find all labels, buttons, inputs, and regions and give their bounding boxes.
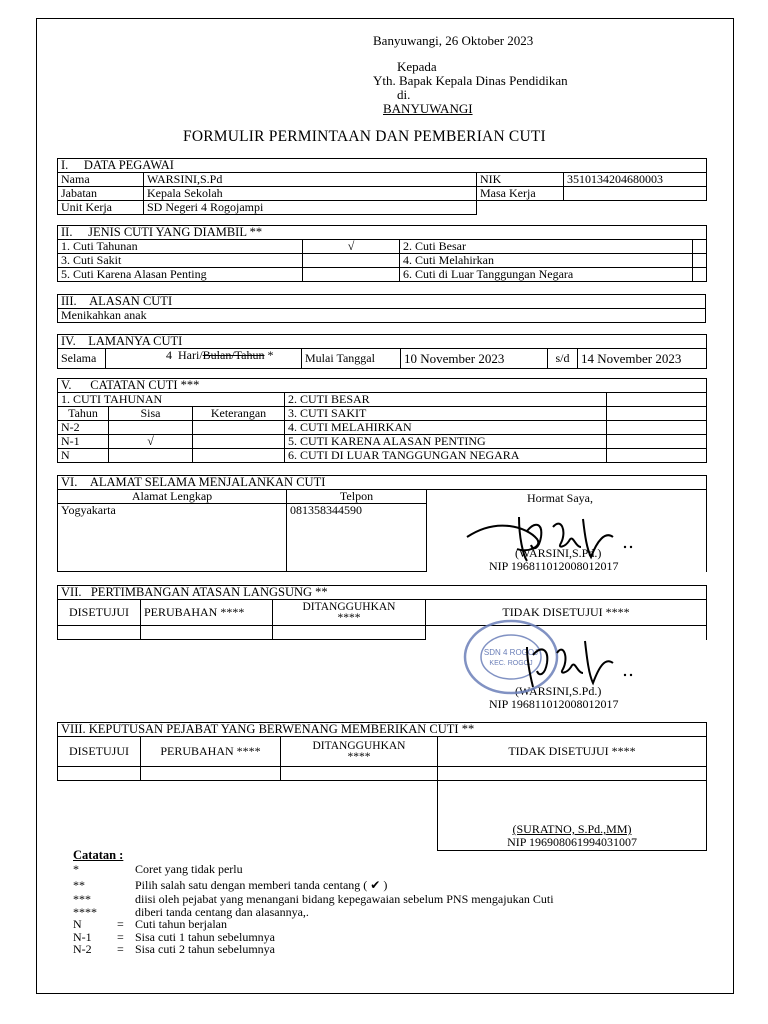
section-8-heading: VIII. KEPUTUSAN PEJABAT YANG BERWENANG MEMBERIKAN CUTI ** — [58, 723, 707, 737]
section-keputusan — [57, 722, 707, 851]
section-3-heading: III. ALASAN CUTI — [58, 295, 706, 309]
col-ditangguhkan-8: DITANGGUHKAN **** — [281, 737, 438, 767]
note-item: **** diberi tanda centang dan alasannya,. — [73, 904, 309, 919]
section-data-pegawai — [57, 158, 707, 215]
col-alamat: Alamat Lengkap — [58, 490, 287, 504]
cuti-melahirkan-note — [607, 421, 707, 435]
ket-n1 — [193, 435, 285, 449]
masa-kerja-value — [564, 187, 707, 201]
blank-cell — [564, 201, 707, 215]
leave-type-1: 1. Cuti Tahunan — [58, 240, 303, 254]
unit-kerja-label: Unit Kerja — [58, 201, 144, 215]
cuti-alasan-penting-note — [607, 435, 707, 449]
catatan-list — [73, 863, 554, 956]
signer-name-1: (WARSINI,S.Pd.) — [515, 546, 602, 560]
selama-label: Selama — [58, 349, 106, 369]
col-keterangan: Keterangan — [193, 407, 285, 421]
col-tahun: Tahun — [58, 407, 109, 421]
alamat-value: Yogyakarta — [58, 504, 287, 572]
col-disetujui-7: DISETUJUI — [58, 600, 141, 626]
leave-type-3-check — [303, 254, 400, 268]
col-telpon: Telpon — [287, 490, 427, 504]
nik-value: 3510134204680003 — [564, 173, 707, 187]
masa-kerja-label: Masa Kerja — [477, 187, 564, 201]
section-6-heading: VI. ALAMAT SELAMA MENJALANKAN CUTI — [58, 476, 707, 490]
section-7-heading: VII. PERTIMBANGAN ATASAN LANGSUNG ** — [58, 586, 707, 600]
leave-type-3: 3. Cuti Sakit — [58, 254, 303, 268]
signer-nip-1: NIP 196811012008012017 — [489, 559, 619, 573]
ket-n — [193, 449, 285, 463]
leave-type-2: 2. Cuti Besar — [400, 240, 693, 254]
signature-1 — [457, 497, 647, 565]
catatan-title: Catatan : — [73, 848, 124, 862]
recipient: Yth. Bapak Kepala Dinas Pendidikan — [373, 73, 568, 88]
jabatan-value: Kepala Sekolah — [144, 187, 477, 201]
val-tidak-disetujui-8 — [438, 767, 707, 781]
col-ditangguhkan-7: DITANGGUHKAN **** — [273, 600, 426, 626]
signer-name-3: (SURATNO, S.Pd.,MM) — [512, 822, 632, 836]
di-label: di. — [397, 87, 411, 102]
leave-type-1-check: √ — [303, 240, 400, 254]
val-disetujui-7 — [58, 626, 141, 640]
note-item: N-1 = Sisa cuti 1 tahun sebelumnya — [73, 929, 275, 944]
val-ditangguhkan-8 — [281, 767, 438, 781]
section-lamanya-cuti — [57, 334, 707, 369]
unit-kerja-value: SD Negeri 4 Rogojampi — [144, 201, 477, 215]
signature-2 — [497, 627, 657, 691]
sisa-n2 — [109, 421, 193, 435]
svg-text:KEC. ROGOJ: KEC. ROGOJ — [489, 660, 533, 667]
sisa-n1: √ — [109, 435, 193, 449]
cuti-besar-label: 2. CUTI BESAR — [285, 393, 607, 407]
svg-text:SDN 4 ROGOJ: SDN 4 ROGOJ — [483, 648, 539, 657]
note-item: N = Cuti tahun berjalan — [73, 917, 227, 931]
ket-n2 — [193, 421, 285, 435]
note-item: ** Pilih salah satu dengan memberi tanda centang ( ✔ ) — [73, 877, 388, 892]
sd-label: s/d — [548, 349, 578, 369]
note-item: * Coret yang tidak perlu — [73, 862, 243, 876]
year-n1: N-1 — [58, 435, 109, 449]
col-tidak-disetujui-7: TIDAK DISETUJUI **** — [426, 600, 707, 626]
cuti-luar-tanggungan-note — [607, 449, 707, 463]
jabatan-label: Jabatan — [58, 187, 144, 201]
section-catatan-cuti — [57, 378, 707, 463]
section-jenis-cuti — [57, 225, 707, 282]
section-4-heading: IV. LAMANYA CUTI — [58, 335, 707, 349]
duration-value: 4 Hari/Bulan/Tahun * — [106, 349, 302, 369]
signer-nip-3: NIP 196908061994031007 — [507, 835, 637, 849]
val-perubahan-7 — [141, 626, 273, 640]
leave-type-4-check — [693, 254, 707, 268]
recipient-city: BANYUWANGI — [383, 101, 473, 116]
telpon-value: 081358344590 — [287, 504, 427, 572]
mulai-tanggal-label: Mulai Tanggal — [302, 349, 401, 369]
section-5-heading: V. CATATAN CUTI *** — [58, 379, 707, 393]
col-sisa: Sisa — [109, 407, 193, 421]
form-page — [36, 18, 734, 994]
cuti-luar-tanggungan-label: 6. CUTI DI LUAR TANGGUNGAN NEGARA — [285, 449, 607, 463]
signer-name-2: (WARSINI,S.Pd.) — [515, 684, 602, 698]
signer-nip-2: NIP 196811012008012017 — [489, 697, 619, 711]
section-2-heading: II. JENIS CUTI YANG DIAMBIL ** — [58, 226, 707, 240]
cuti-sakit-note — [607, 407, 707, 421]
reason-value: Menikahkan anak — [58, 309, 706, 323]
year-n2: N-2 — [58, 421, 109, 435]
col-perubahan-8: PERUBAHAN **** — [141, 737, 281, 767]
leave-type-4: 4. Cuti Melahirkan — [400, 254, 693, 268]
nik-label: NIK — [477, 173, 564, 187]
col-tidak-disetujui-8: TIDAK DISETUJUI **** — [438, 737, 707, 767]
col-disetujui-8: DISETUJUI — [58, 737, 141, 767]
cuti-alasan-penting-label: 5. CUTI KARENA ALASAN PENTING — [285, 435, 607, 449]
place-date: Banyuwangi, 26 Oktober 2023 — [373, 33, 534, 48]
note-item: N-2 = Sisa cuti 2 tahun sebelumnya — [73, 942, 275, 956]
cuti-tahunan-label: 1. CUTI TAHUNAN — [58, 393, 285, 407]
cuti-melahirkan-label: 4. CUTI MELAHIRKAN — [285, 421, 607, 435]
section-alasan-cuti — [57, 294, 706, 323]
val-perubahan-8 — [141, 767, 281, 781]
form-title: FORMULIR PERMINTAAN DAN PEMBERIAN CUTI — [183, 128, 546, 145]
val-ditangguhkan-7 — [273, 626, 426, 640]
cuti-besar-note — [607, 393, 707, 407]
kepada-label: Kepada — [397, 59, 437, 74]
note-item: *** diisi oleh pejabat yang menangani bidang kepegawaian sebelum PNS mengajukan Cuti — [73, 892, 554, 906]
cuti-sakit-label: 3. CUTI SAKIT — [285, 407, 607, 421]
hormat-saya: Hormat Saya, — [527, 491, 593, 505]
section-1-heading: I. DATA PEGAWAI — [58, 159, 707, 173]
blank-area — [58, 781, 438, 851]
year-n: N — [58, 449, 109, 463]
leave-type-6-check — [693, 268, 707, 282]
blank-cell — [477, 201, 564, 215]
leave-type-5-check — [303, 268, 400, 282]
col-perubahan-7: PERUBAHAN **** — [141, 600, 273, 626]
val-disetujui-8 — [58, 767, 141, 781]
nama-label: Nama — [58, 173, 144, 187]
start-date: 10 November 2023 — [401, 349, 548, 369]
nama-value: WARSINI,S.Pd — [144, 173, 477, 187]
sisa-n — [109, 449, 193, 463]
leave-type-2-check — [693, 240, 707, 254]
signer-cell-8 — [438, 781, 707, 851]
end-date: 14 November 2023 — [578, 349, 707, 369]
leave-type-6: 6. Cuti di Luar Tanggungan Negara — [400, 268, 693, 282]
leave-type-5: 5. Cuti Karena Alasan Penting — [58, 268, 303, 282]
